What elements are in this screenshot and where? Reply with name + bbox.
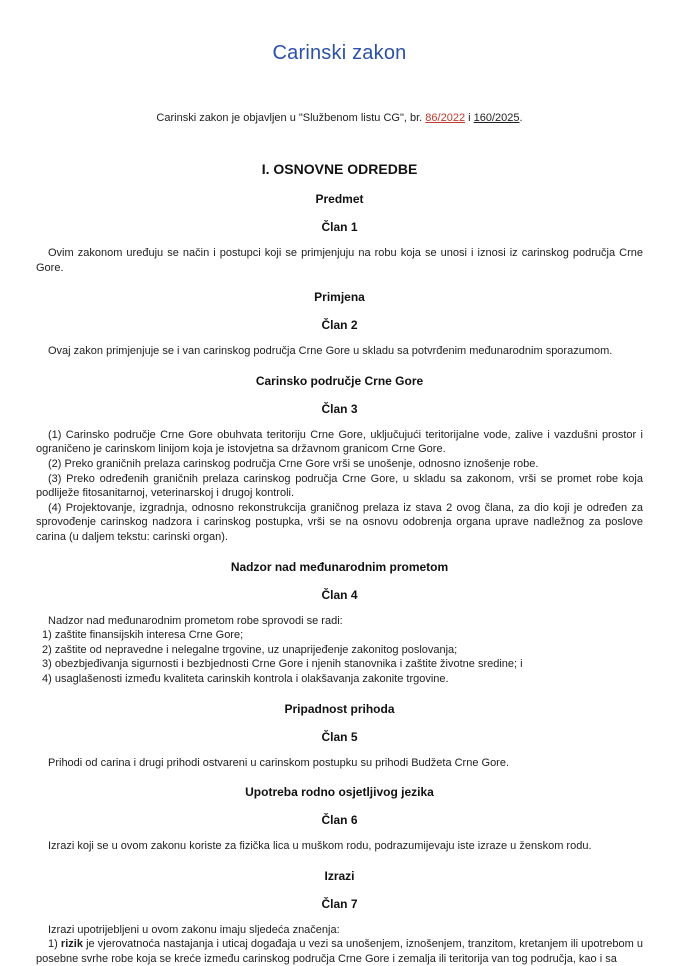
section-heading-izrazi: Izrazi [324, 868, 355, 883]
gazette-link-160-2025[interactable]: 160/2025 [473, 112, 520, 124]
gazette-link-86-2022[interactable]: 86/2022 [425, 112, 466, 124]
section-heading-predmet: Predmet [315, 192, 364, 206]
article-label-clan-6: Član 6 [321, 813, 358, 828]
article-3-paragraph-2: (2) Preko graničnih prelaza carinskog područja Crne Gore vrši se unošenje, odnosno iznošenje robe. [48, 457, 539, 470]
publication-prefix: Carinski zakon je objavljen u "Službenom listu CG", br. [156, 112, 426, 124]
publication-separator: i [465, 112, 474, 124]
article-5-paragraph: Prihodi od carina i drugi prihodi ostvareni u carinskom postupku su prihodi Budžeta Crne Gore. [48, 756, 510, 769]
article-7-intro: Izrazi upotrijebljeni u ovom zakonu imaju sljedeća značenja: [48, 923, 340, 936]
article-label-clan-7: Član 7 [321, 896, 358, 911]
article-1-paragraph: Ovim zakonom uređuju se način i postupci koji se primjenjuju na robu koja se unosi i iznosi iz carinskog područja Crne Gore. [36, 247, 643, 274]
definition-term-rizik: rizik [60, 938, 83, 951]
article-label-clan-3: Član 3 [321, 401, 358, 416]
article-label-clan-4: Član 4 [321, 587, 358, 602]
article-4-item-3: 3) obezbjeđivanja sigurnosti i bezbjednosti Crne Gore i njenih stanovnika i zaštite životne sredine; i [42, 658, 523, 671]
article-label-clan-2: Član 2 [321, 318, 358, 333]
section-heading-carinsko-podrucje: Carinsko područje Crne Gore [255, 373, 424, 388]
article-4-intro: Nadzor nad međunarodnim prometom robe sprovodi se radi: [48, 614, 343, 627]
article-label-clan-1: Član 1 [321, 220, 358, 234]
article-2-paragraph: Ovaj zakon primjenjuje se i van carinskog područja Crne Gore u skladu sa potvrđenim međunarodnim sporazumom. [48, 345, 613, 358]
section-heading-pripadnost-prihoda: Pripadnost prihoda [284, 701, 395, 716]
law-title: Carinski zakon [272, 42, 407, 64]
article-4-item-4: 4) usaglašenosti između kvaliteta carinskih kontrola i olakšavanja zakonite trgovine. [42, 672, 449, 685]
section-heading-primjena: Primjena [314, 290, 365, 305]
definition-text: je vjerovatnoća nastajanja i uticaj događaja u vezi sa unošenjem, iznošenjem, tranzitom, kretanjem ili upotrebom u posebne svrhe robe koja se kreće između carinskog područja Crne Gore i zemalja ili teritorija van tog područja, kao i sa [36, 938, 644, 965]
article-4-item-1: 1) zaštite finansijskih interesa Crne Gore; [42, 629, 244, 642]
article-3-paragraph-1: (1) Carinsko područje Crne Gore obuhvata teritoriju Crne Gore, uključujući teritorijalne vode, zalive i vazdušni prostor i ograničeno je carinskom linijom koja je istovjetna sa državnom granicom Crne Gore. [36, 428, 643, 456]
article-4-item-2: 2) zaštite od nepravedne i nelegalne trgovine, uz unaprijeđenje zakonitog poslovanja; [42, 643, 458, 656]
article-3-paragraph-4: (4) Projektovanje, izgradnja, odnosno rekonstrukcija graničnog prelaza iz stava 2 ovog člana, za dio koji je određen za sprovođenje carinskog nadzora i carinskog postupka, vrši se na osnovu odobrenja organa uprave nadležnog za poslove carina (u daljem tekstu: carinski organ). [36, 501, 643, 543]
definition-number: 1) [48, 938, 61, 951]
publication-note [36, 112, 643, 124]
section-heading-nadzor: Nadzor nad međunarodnim prometom [230, 559, 449, 574]
article-6-paragraph: Izrazi koji se u ovom zakonu koriste za fizička lica u muškom rodu, podrazumijevaju iste izraze u ženskom rodu. [48, 840, 592, 853]
article-3-paragraph-3: (3) Preko određenih graničnih prelaza carinskog područja Crne Gore, u skladu sa zakonom, vrši se promet robe koja podliježe fitosanitarnoj, veterinarskoj i drugoj kontroli. [36, 472, 643, 500]
article-label-clan-5: Član 5 [321, 729, 358, 744]
publication-suffix: . [519, 112, 523, 124]
section-heading-rodno-osjetljiv-jezik: Upotreba rodno osjetljivog jezika [245, 785, 434, 800]
chapter-heading: I. OSNOVNE ODREDBE [261, 161, 418, 177]
article-7-definition-risk [36, 937, 643, 966]
